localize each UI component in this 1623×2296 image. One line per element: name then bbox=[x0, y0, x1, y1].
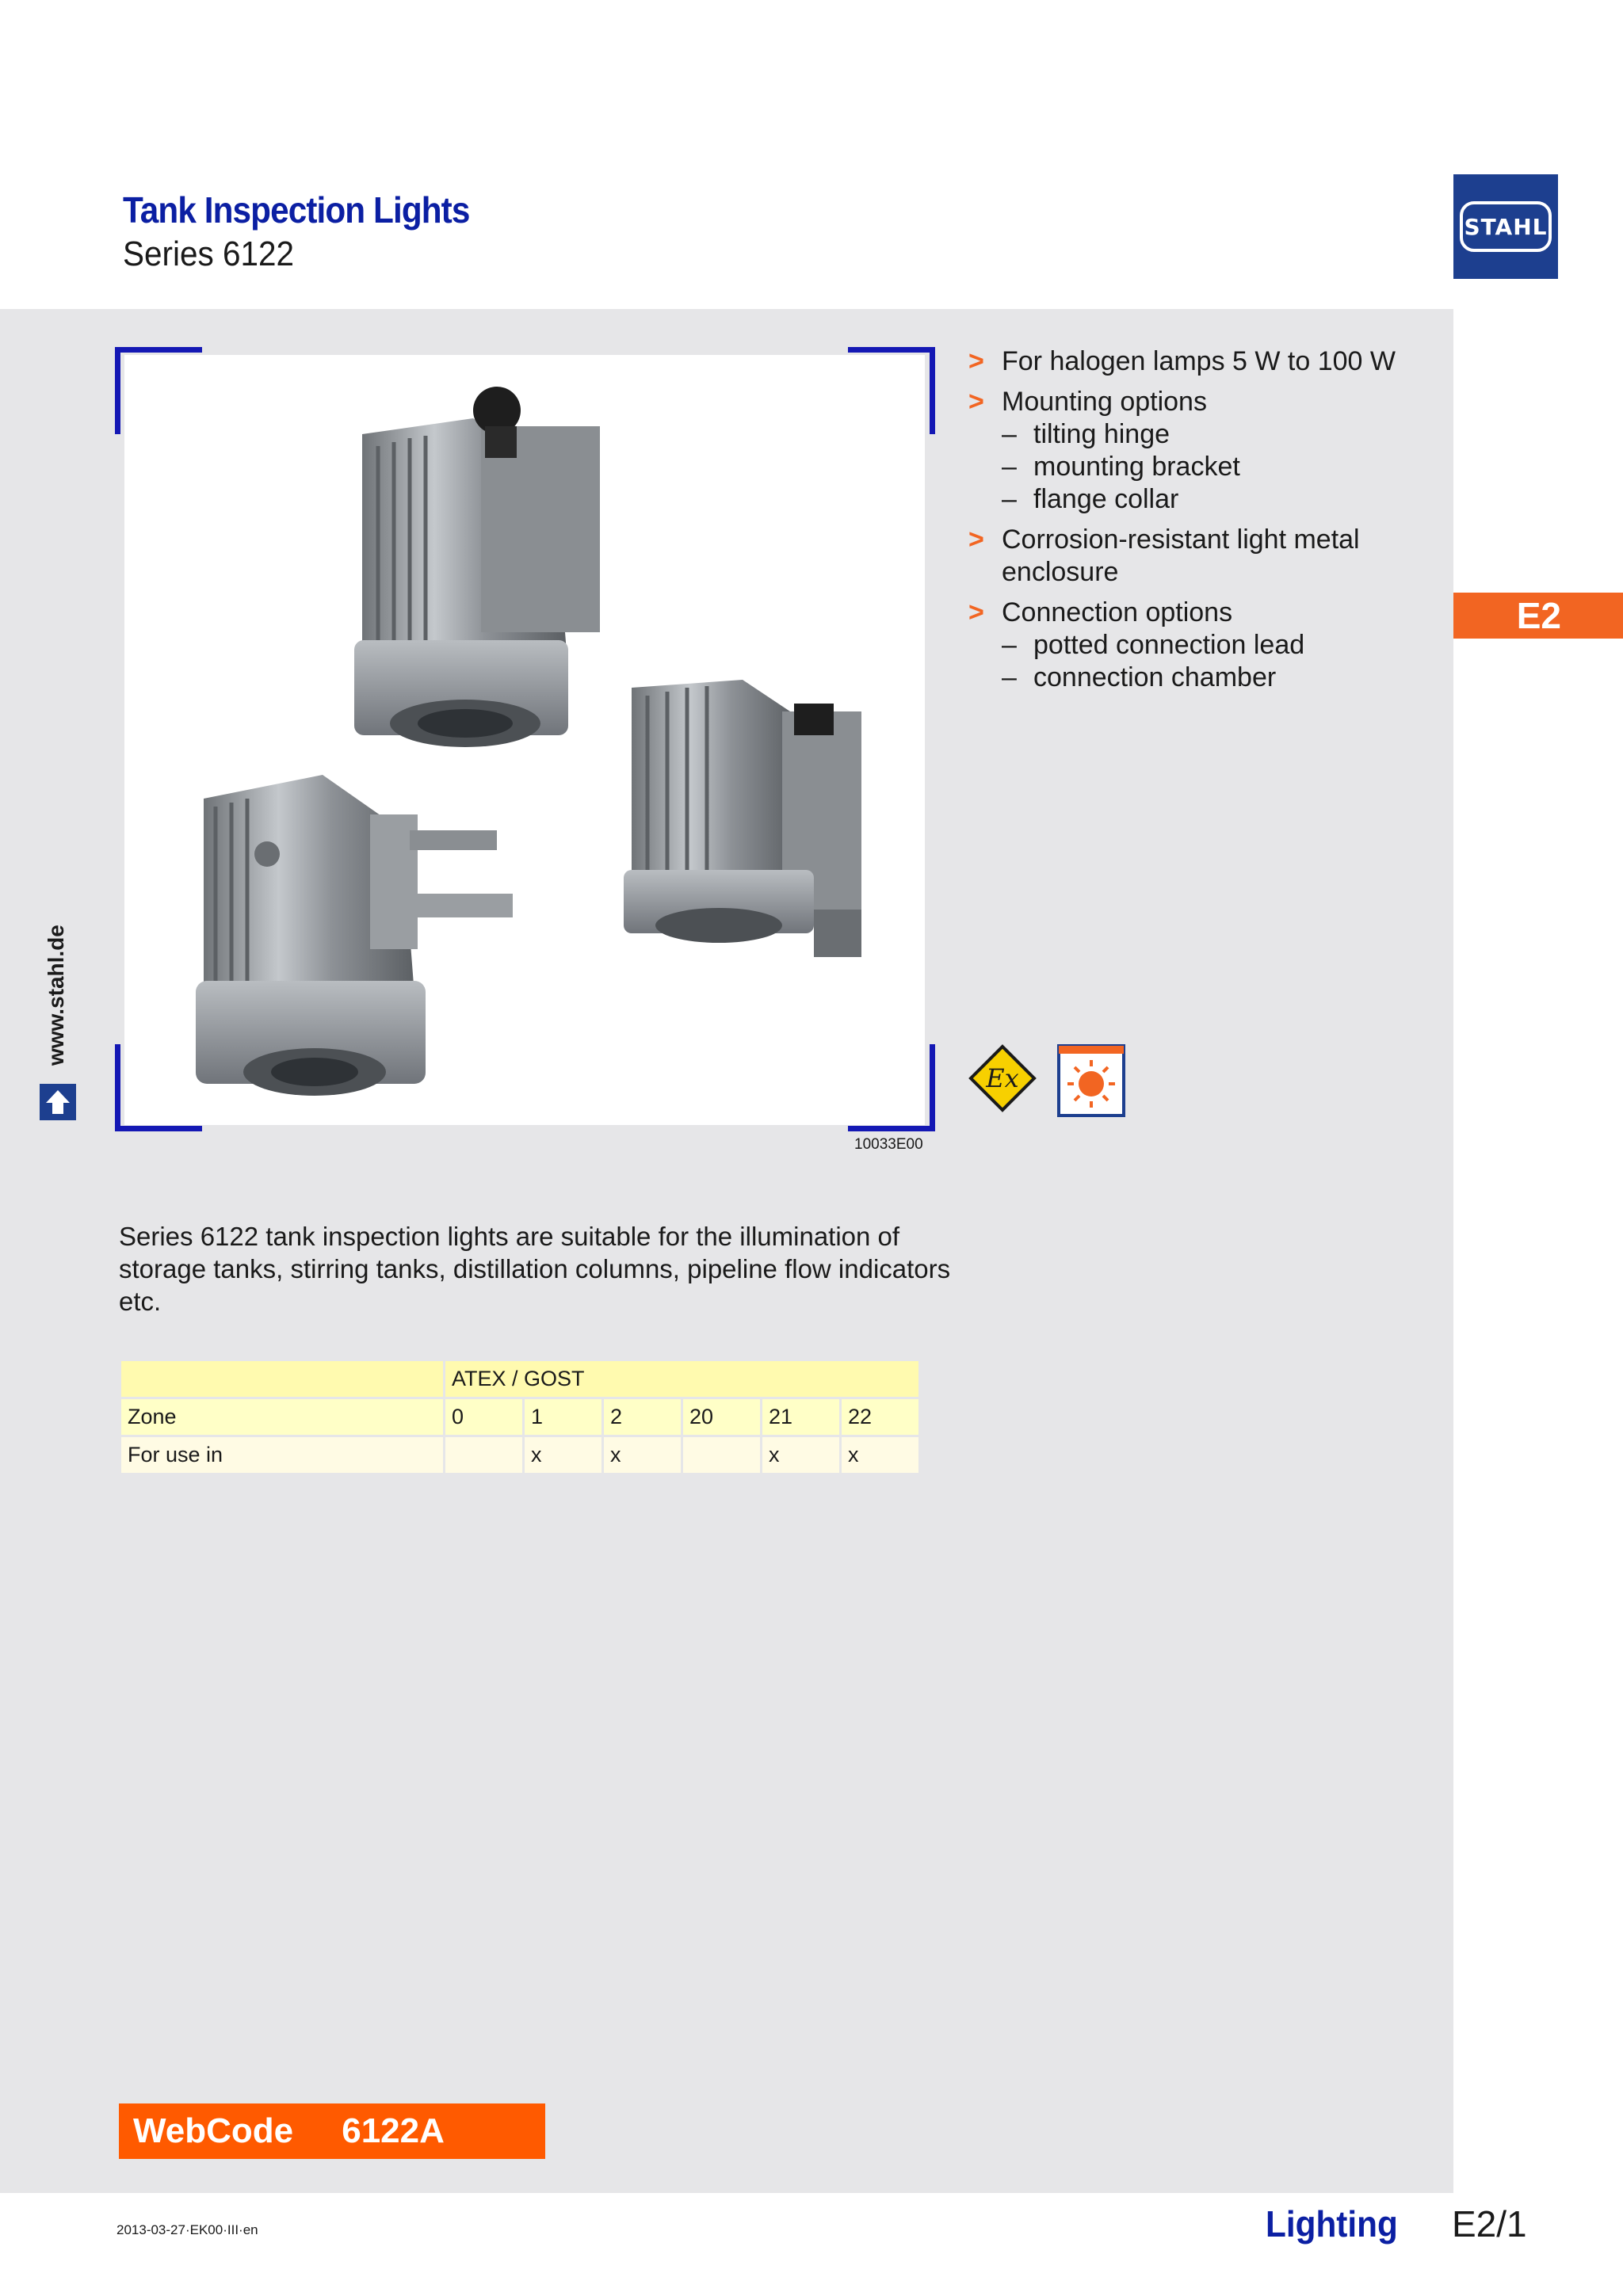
feature-subitem-text: mounting bracket bbox=[1033, 452, 1240, 482]
footer-area bbox=[0, 2193, 1453, 2296]
feature-subitem bbox=[1002, 418, 1444, 451]
tank-lights-illustration bbox=[124, 355, 925, 1125]
feature-text: For halogen lamps 5 W to 100 W bbox=[1002, 346, 1396, 376]
light-right bbox=[624, 680, 861, 957]
light-top bbox=[354, 387, 600, 747]
feature-text: Corrosion-resistant light metal enclosure bbox=[1002, 524, 1360, 587]
feature-marker: > bbox=[968, 346, 984, 376]
feature-subitem bbox=[1002, 662, 1444, 694]
zone-cell: 1 bbox=[525, 1399, 601, 1435]
footer-date: 2013-03-27·EK00·III·en bbox=[116, 2222, 258, 2237]
page-number: E2/1 bbox=[1452, 2203, 1527, 2245]
webcode-value: 6122A bbox=[342, 2111, 445, 2150]
feature-subitem bbox=[1002, 451, 1444, 483]
frame-corner-top-right bbox=[848, 347, 935, 434]
feature-marker: > bbox=[968, 524, 984, 555]
sub-marker: – bbox=[1002, 630, 1017, 660]
sub-marker: – bbox=[1002, 452, 1017, 482]
zone-table bbox=[119, 1359, 921, 1475]
table-corner-cell bbox=[121, 1361, 443, 1397]
feature-text: Connection options bbox=[1002, 597, 1233, 627]
sun-exposure-icon bbox=[1057, 1044, 1125, 1117]
feature-item bbox=[968, 386, 1444, 516]
website-url[interactable]: www.stahl.de bbox=[44, 925, 68, 1066]
stahl-logo bbox=[1453, 174, 1558, 279]
sub-marker: – bbox=[1002, 484, 1017, 514]
product-photo bbox=[115, 347, 935, 1131]
footer-section: Lighting bbox=[1266, 2203, 1398, 2245]
feature-list bbox=[968, 345, 1444, 702]
use-cell: x bbox=[525, 1437, 601, 1473]
table-row bbox=[121, 1399, 918, 1435]
use-cell: x bbox=[762, 1437, 839, 1473]
feature-subitem bbox=[1002, 629, 1444, 662]
page-title: Tank Inspection Lights bbox=[123, 189, 470, 231]
ex-mark-text: Ex bbox=[986, 1063, 1019, 1093]
feature-subitem bbox=[1002, 483, 1444, 516]
photo-background bbox=[124, 355, 925, 1125]
frame-corner-top-left bbox=[115, 347, 202, 434]
row-label-use: For use in bbox=[121, 1437, 443, 1473]
section-tab[interactable]: E2 bbox=[1453, 593, 1623, 639]
use-cell: x bbox=[604, 1437, 681, 1473]
frame-corner-bottom-right bbox=[848, 1044, 935, 1131]
webcode-badge[interactable] bbox=[119, 2103, 545, 2159]
webcode-label: WebCode bbox=[133, 2111, 294, 2150]
table-header: ATEX / GOST bbox=[445, 1361, 918, 1397]
feature-subitem-text: potted connection lead bbox=[1033, 630, 1305, 660]
sub-marker: – bbox=[1002, 419, 1017, 449]
photo-code: 10033E00 bbox=[854, 1136, 923, 1153]
feature-item bbox=[968, 345, 1444, 378]
use-cell bbox=[445, 1437, 522, 1473]
zone-cell: 0 bbox=[445, 1399, 522, 1435]
up-arrow-icon[interactable] bbox=[40, 1084, 76, 1120]
page-subtitle: Series 6122 bbox=[123, 235, 295, 273]
feature-subitem-text: flange collar bbox=[1033, 484, 1179, 514]
zone-cell: 2 bbox=[604, 1399, 681, 1435]
feature-item bbox=[968, 524, 1444, 589]
feature-item bbox=[968, 597, 1444, 694]
product-description: Series 6122 tank inspection lights are suitable for the illumination of storage tanks, stirring tanks, distillation columns, pipeline flow indicators etc. bbox=[119, 1222, 951, 1316]
frame-corner-bottom-left bbox=[115, 1044, 202, 1131]
zone-cell: 22 bbox=[842, 1399, 918, 1435]
sub-marker: – bbox=[1002, 662, 1017, 692]
table-row bbox=[121, 1437, 918, 1473]
use-cell bbox=[683, 1437, 760, 1473]
feature-text: Mounting options bbox=[1002, 387, 1207, 417]
feature-subitem-text: tilting hinge bbox=[1033, 419, 1170, 449]
atex-ex-icon bbox=[968, 1044, 1037, 1112]
feature-marker: > bbox=[968, 387, 984, 417]
feature-marker: > bbox=[968, 597, 984, 627]
logo-text: STAHL bbox=[1460, 201, 1552, 252]
light-bottom-left bbox=[196, 775, 513, 1096]
zone-cell: 21 bbox=[762, 1399, 839, 1435]
use-cell: x bbox=[842, 1437, 918, 1473]
zone-cell: 20 bbox=[683, 1399, 760, 1435]
row-label-zone: Zone bbox=[121, 1399, 443, 1435]
feature-subitem-text: connection chamber bbox=[1033, 662, 1277, 692]
